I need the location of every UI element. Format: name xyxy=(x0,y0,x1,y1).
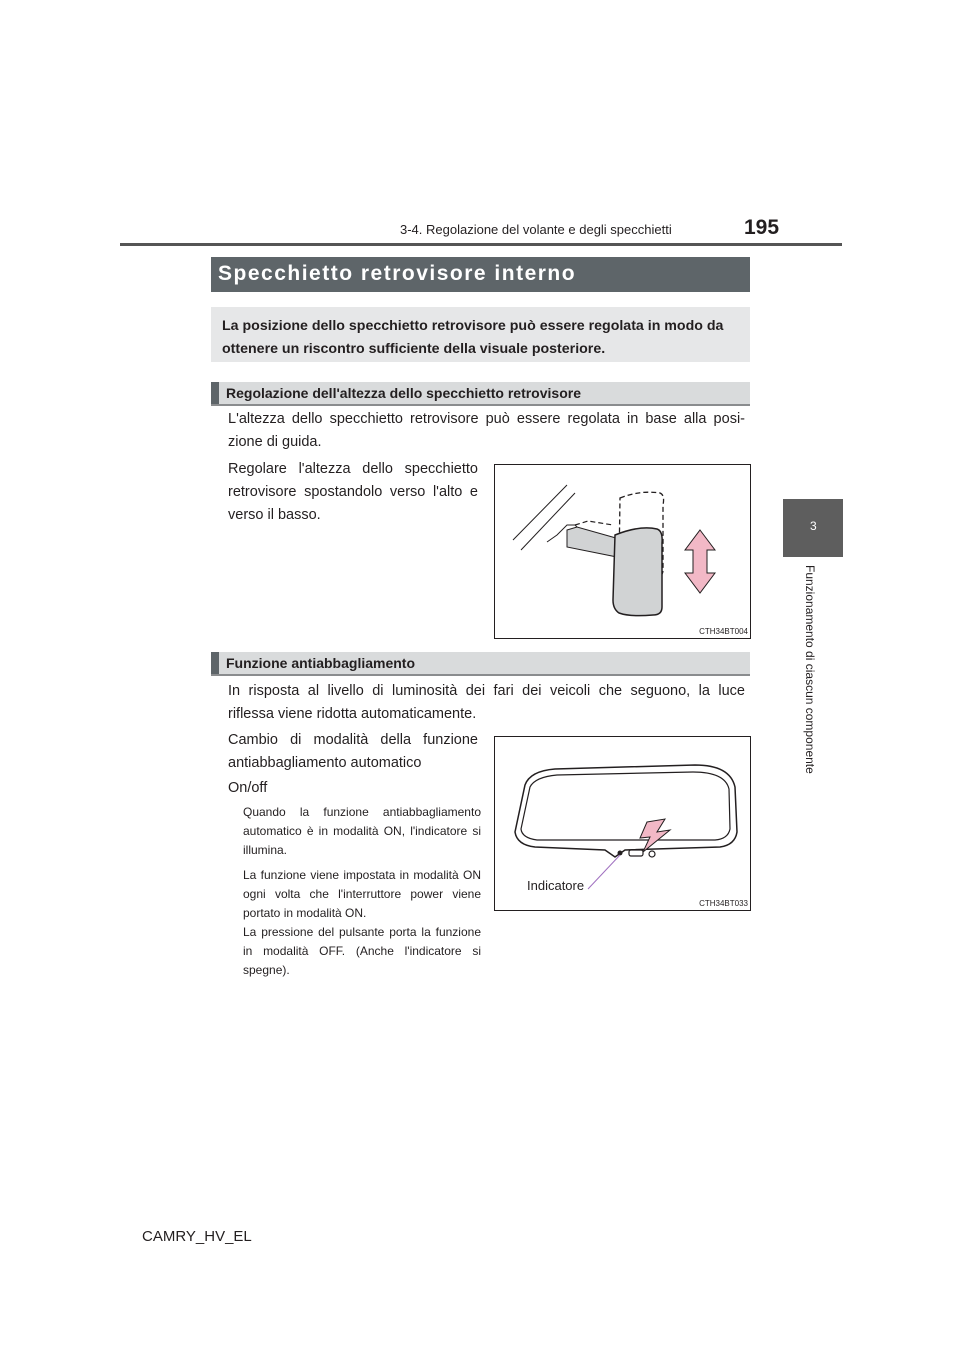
chapter-number: 3 xyxy=(810,519,817,533)
note-2: La funzione viene impostata in modalità ON ogni volta che l'interruttore power viene portato in modalità ON. xyxy=(243,868,481,920)
section1-para2: Regolare l'altezza dello specchietto retrovisore spostandolo verso l'alto e verso il basso. xyxy=(228,461,478,523)
page-number: 195 xyxy=(744,216,780,239)
indicator-label: Indicatore xyxy=(527,878,585,893)
chapter-title: Funzionamento di ciascun componente xyxy=(803,565,817,774)
section-heading-antiglare xyxy=(211,652,750,674)
section2-para2: Cambio di modalità della funzione antiabbagliamento automatico xyxy=(228,732,478,771)
figure-code: CTH34BT033 xyxy=(699,899,748,908)
mirror-height-figure xyxy=(494,464,751,639)
antiglare-figure xyxy=(494,736,751,911)
onoff-label: On/off xyxy=(228,780,268,796)
header-rule xyxy=(120,243,842,246)
section-heading-text: Funzione antiabbagliamento xyxy=(226,655,416,671)
note-3: La pressione del pulsante porta la funzione in modalità OFF. (Anche l'indicatore si spegne). xyxy=(243,925,481,977)
section2-para1: In risposta al livello di luminosità dei fari dei veicoli che seguono, la luce riflessa viene ridotta automaticamente. xyxy=(228,683,745,722)
intro-text: La posizione dello specchietto retrovisore può essere regolata in modo da ottenere un riscontro sufficiente della visuale posteriore. xyxy=(222,318,724,357)
running-header: 3-4. Regolazione del volante e degli specchietti xyxy=(400,222,672,237)
chapter-title-vertical xyxy=(800,565,820,785)
footer-model-code: CAMRY_HV_EL xyxy=(142,1228,252,1245)
section1-para1: L'altezza dello specchietto retrovisore può essere regolata in base alla posi- zione di guida. xyxy=(228,411,745,450)
page-title: Specchietto retrovisore interno xyxy=(218,262,577,285)
section-heading-text: Regolazione dell'altezza dello specchietto retrovisore xyxy=(226,385,581,401)
mirror-height-illustration xyxy=(495,465,750,638)
section-heading-height xyxy=(211,382,750,404)
note-1: Quando la funzione antiabbagliamento automatico è in modalità ON, l'indicatore si illumina. xyxy=(243,805,481,857)
figure-code: CTH34BT004 xyxy=(699,627,748,636)
